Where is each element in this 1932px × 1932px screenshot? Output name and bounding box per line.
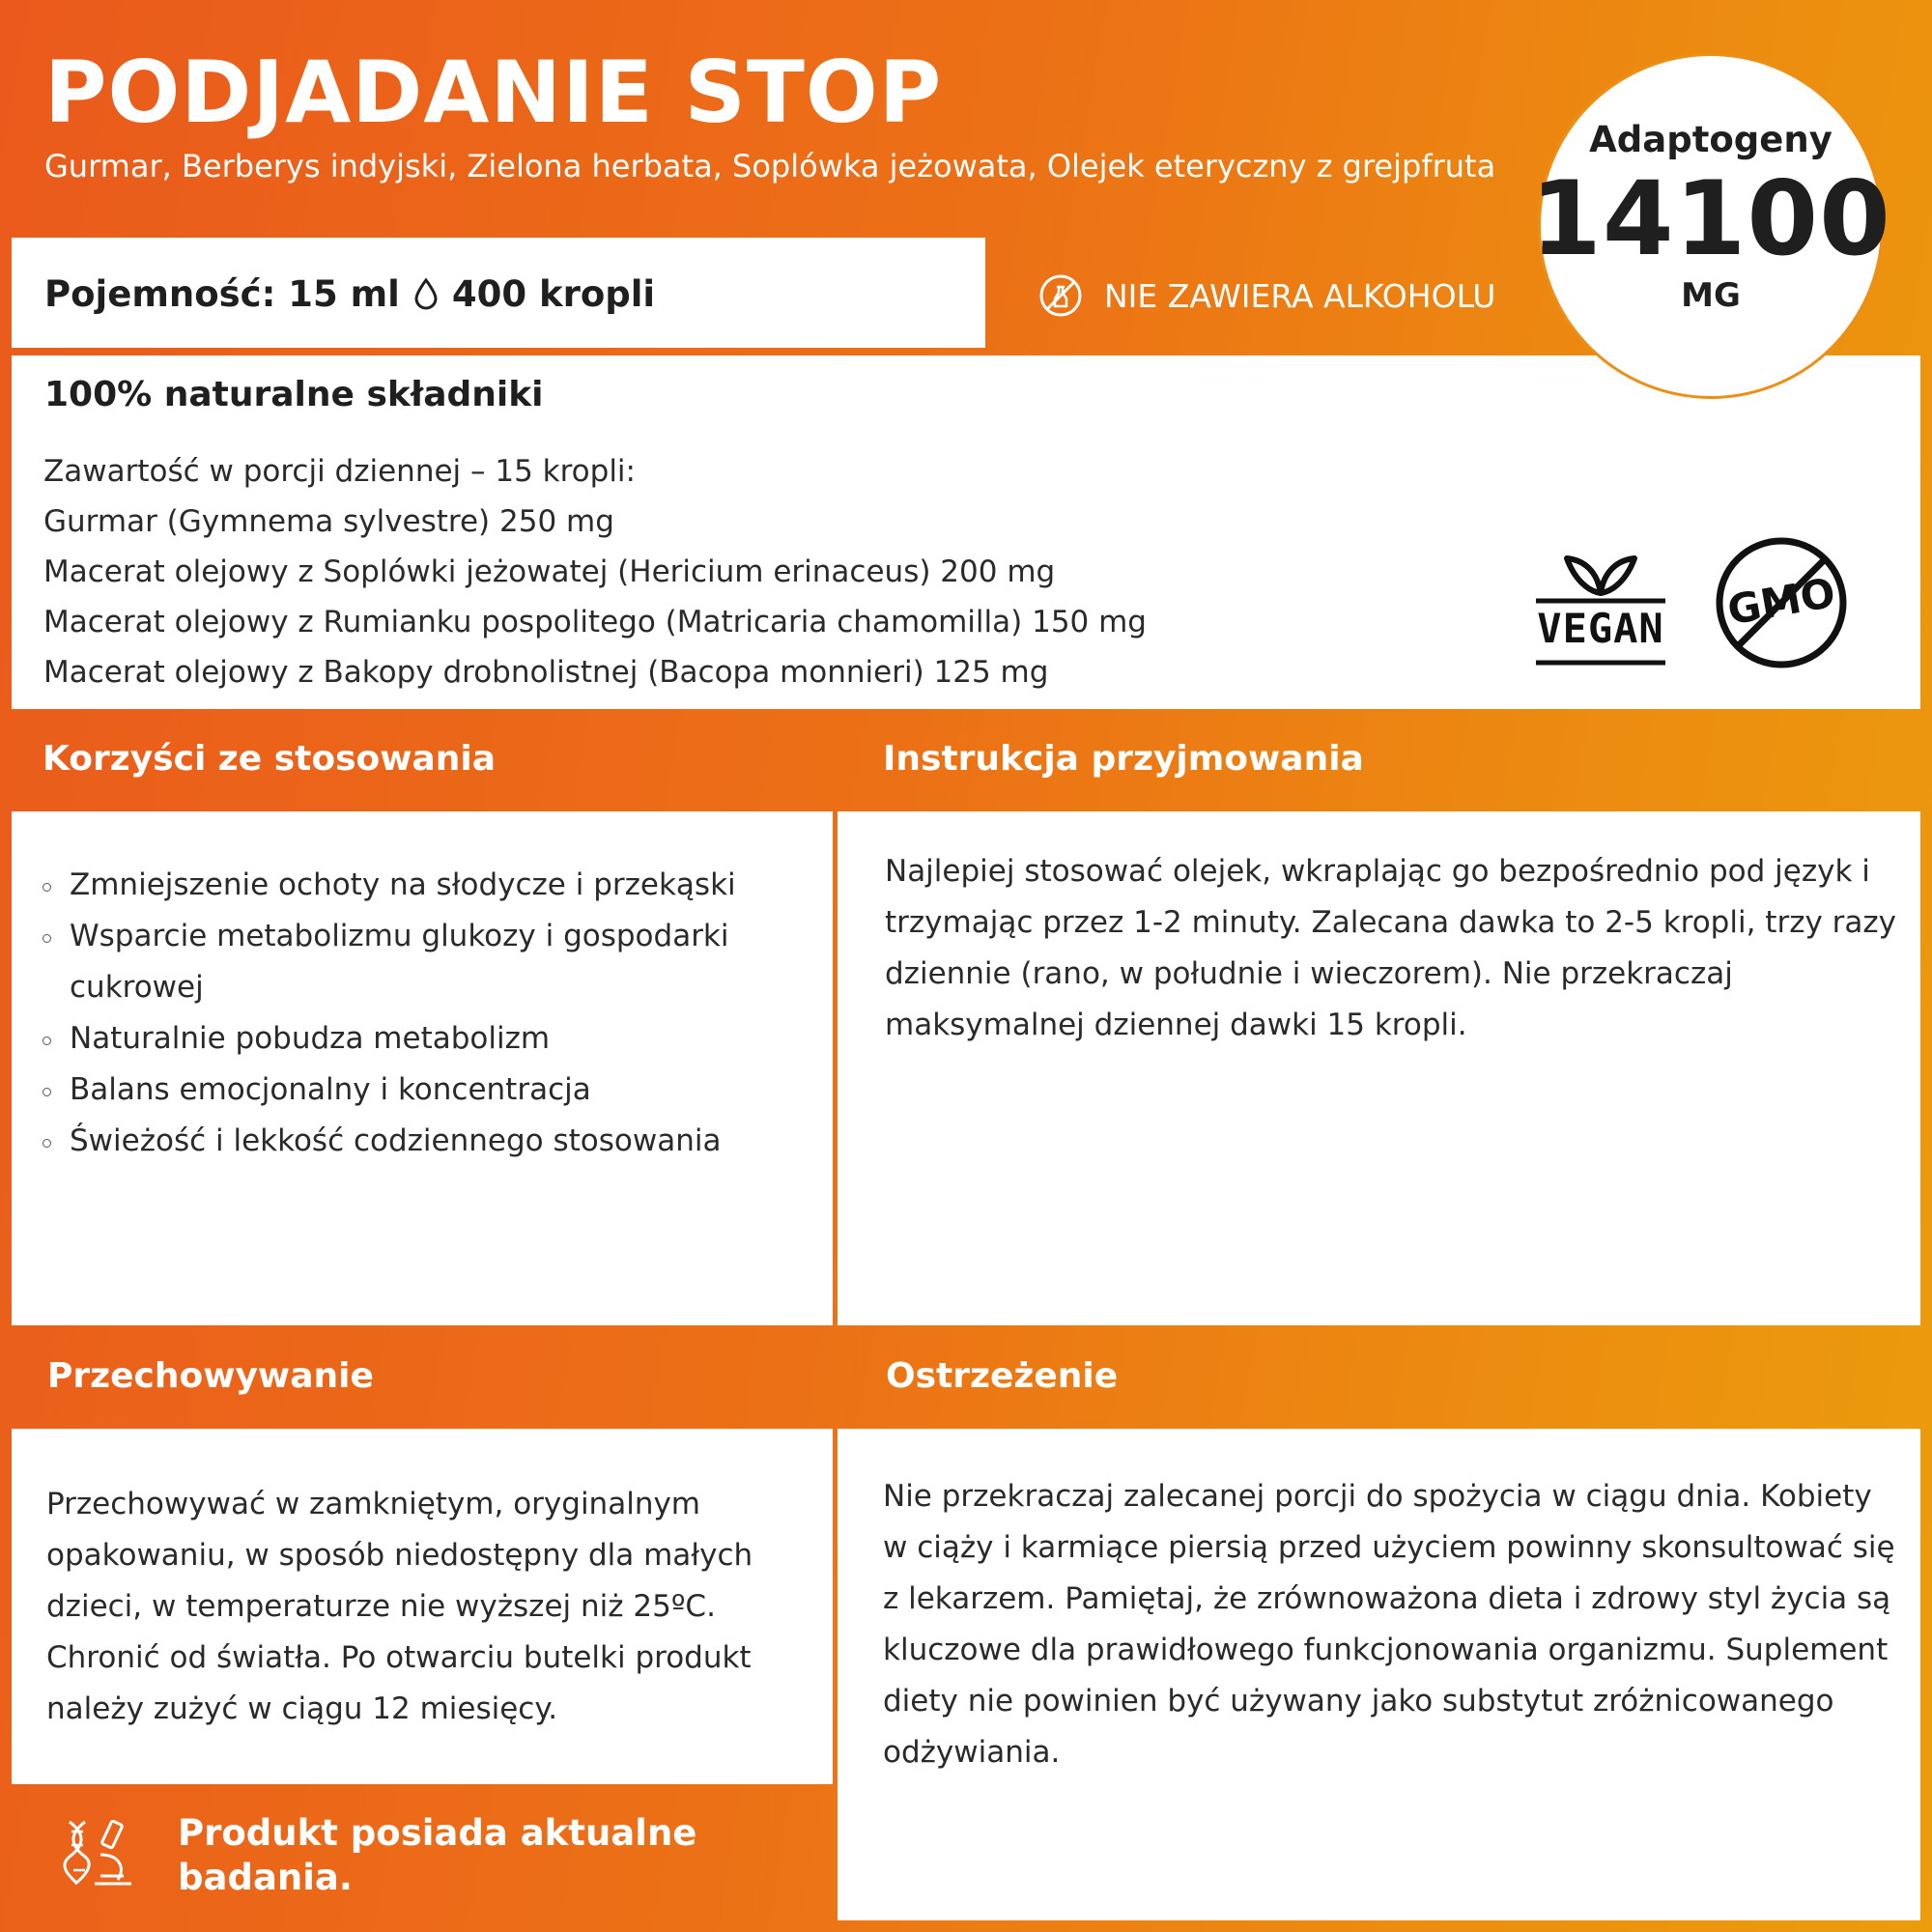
list-item: Wsparcie metabolizmu glukozy i gospodarki cukrowej (41, 911, 804, 1013)
benefits-panel (12, 811, 833, 1325)
ingredients-panel (12, 355, 1920, 709)
list-item: Naturalnie pobudza metabolizm (41, 1013, 804, 1065)
warning-panel (838, 1429, 1920, 1920)
research-icon (62, 1816, 135, 1889)
capacity-info (44, 269, 655, 319)
list-item: Świeżość i lekkość codziennego stosowania (41, 1116, 804, 1167)
ingredients-heading: 100% naturalne składniki (44, 375, 544, 414)
storage-panel (12, 1429, 833, 1784)
instructions-heading: Instrukcja przyjmowania (883, 739, 1364, 779)
no-alcohol-label: NIE ZAWIERA ALKOHOLU (1104, 276, 1496, 315)
badge-value: 14100 (1530, 158, 1891, 278)
list-item: Zmniejszenie ochoty na słodycze i przekąski (41, 860, 804, 911)
warning-heading: Ostrzeżenie (886, 1356, 1119, 1396)
vegan-icon (1532, 537, 1669, 672)
research-note: Produkt posiada aktualne badania. (178, 1812, 697, 1898)
product-title: PODJADANIE STOP (44, 43, 943, 142)
no-alcohol-banner (1038, 270, 1495, 321)
benefits-list (41, 860, 804, 1167)
ingredient-line: Macerat olejowy z Rumianku pospolitego (Matricaria chamomilla) 150 mg (43, 605, 1147, 639)
product-subtitle: Gurmar, Berberys indyjski, Zielona herbata, Soplówka jeżowata, Olejek eteryczny z grejpfruta (44, 148, 1496, 185)
instructions-text: Najlepiej stosować olejek, wkraplając go bezpośrednio pod język i trzymając przez 1-2 minuty. Zalecana dawka to 2-5 kropli, trzy razy dziennie (rano, w południe i wieczorem). Nie przekraczaj maksymalnej dziennej dawki 15 kropli. (885, 854, 1897, 1042)
drop-icon (413, 277, 439, 310)
list-item: Balans emocjonalny i koncentracja (41, 1065, 804, 1116)
benefits-heading: Korzyści ze stosowania (43, 739, 497, 779)
ingredient-line: Zawartość w porcji dziennej – 15 kropli: (43, 454, 636, 489)
adaptogens-badge (1530, 53, 1891, 399)
ingredient-line: Gurmar (Gymnema sylvestre) 250 mg (43, 504, 614, 539)
vegan-label: VEGAN (1537, 605, 1664, 652)
no-alcohol-icon (1038, 273, 1083, 318)
instructions-panel (838, 811, 1920, 1325)
storage-heading: Przechowywanie (47, 1356, 374, 1396)
badge-label: Adaptogeny (1589, 118, 1833, 160)
badge-unit: MG (1681, 275, 1741, 315)
drops-count: 400 kropli (451, 272, 656, 315)
non-gmo-icon (1714, 535, 1849, 670)
warning-text: Nie przekraczaj zalecanej porcji do spożycia w ciągu dnia. Kobiety w ciąży i karmiące piersią przed użyciem powinny skonsultować się z lekarzem. Pamiętaj, że zrównoważona dieta i zdrowy styl życia są kluczowe dla prawidłowego funkcjonowania organizmu. Suplement diety nie powinien być używany jako substytut zróżnicowanego odżywiania. (883, 1479, 1895, 1770)
gmo-label: GMO (1723, 568, 1839, 635)
storage-text: Przechowywać w zamkniętym, oryginalnym opakowaniu, w sposób niedostępny dla małych dzieci, w temperaturze nie wyższej niż 25ºC. Chronić od światła. Po otwarciu butelki produkt należy zużyć w ciągu 12 miesięcy. (46, 1487, 753, 1726)
ingredient-line: Macerat olejowy z Soplówki jeżowatej (Hericium erinaceus) 200 mg (43, 554, 1056, 589)
capacity-label: Pojemność: 15 ml (44, 272, 400, 315)
ingredient-line: Macerat olejowy z Bakopy drobnolistnej (Bacopa monnieri) 125 mg (43, 655, 1049, 690)
